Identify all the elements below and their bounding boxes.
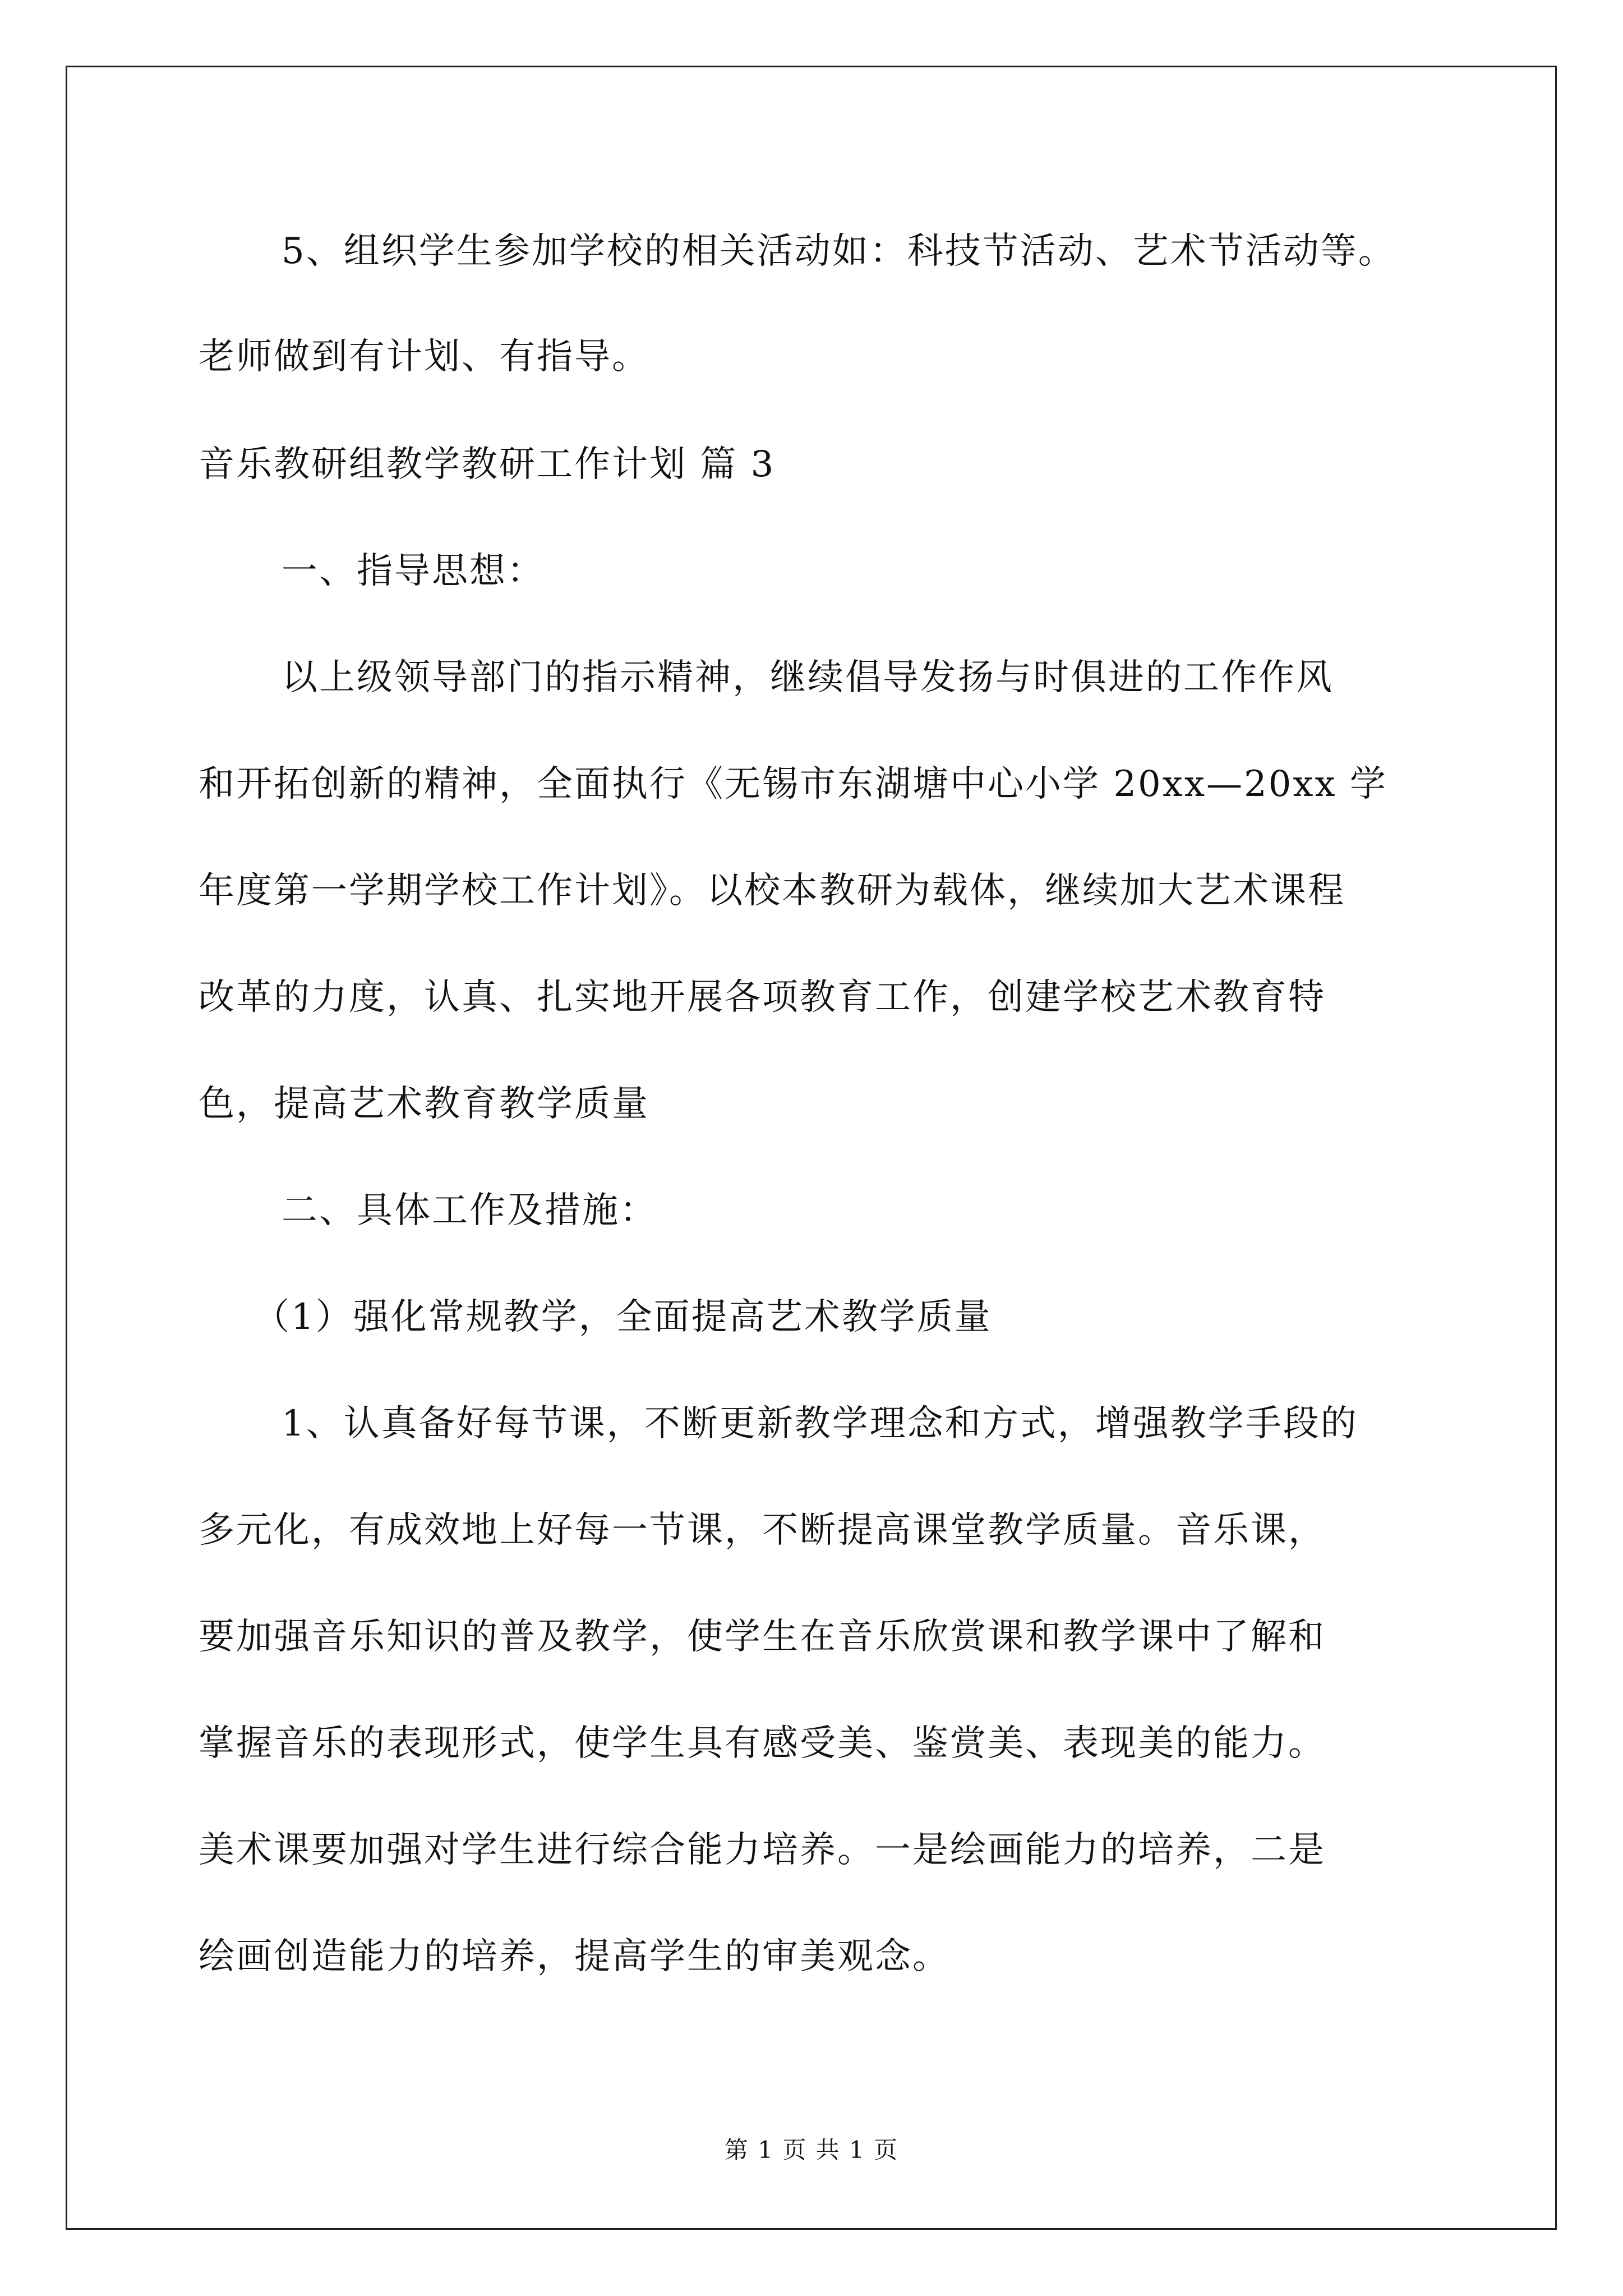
paragraph-line: 绘画创造能力的培养，提高学生的审美观念。 [199, 1936, 950, 1977]
subheading: （1）强化常规教学，全面提高艺术教学质量 [253, 1296, 992, 1338]
paragraph-line: 美术课要加强对学生进行综合能力培养。一是绘画能力的培养，二是 [199, 1829, 1326, 1871]
paragraph-line: 老师做到有计划、有指导。 [199, 336, 649, 378]
paragraph-line: 和开拓创新的精神，全面执行《无锡市东湖塘中心小学 20xx—20xx 学 [199, 763, 1387, 805]
paragraph-line: 1、认真备好每节课，不断更新教学理念和方式，增强教学手段的 [282, 1403, 1358, 1444]
paragraph-line: 要加强音乐知识的普及教学，使学生在音乐欣赏课和教学课中了解和 [199, 1616, 1326, 1658]
page-border [66, 66, 1557, 2230]
paragraph-line: 以上级领导部门的指示精神，继续倡导发扬与时俱进的工作作风 [282, 657, 1334, 698]
paragraph-line: 5、组织学生参加学校的相关活动如：科技节活动、艺术节活动等。 [282, 231, 1396, 272]
paragraph-line: 年度第一学期学校工作计划》。以校本教研为载体，继续加大艺术课程 [199, 870, 1345, 912]
paragraph-line: 掌握音乐的表现形式，使学生具有感受美、鉴赏美、表现美的能力。 [199, 1723, 1326, 1764]
page-footer: 第 1 页 共 1 页 [724, 2136, 899, 2164]
heading-guiding-thought: 一、指导思想： [282, 550, 545, 592]
paragraph-line: 色，提高艺术教育教学质量 [199, 1083, 649, 1125]
paragraph-line: 改革的力度，认真、扎实地开展各项教育工作，创建学校艺术教育特 [199, 977, 1326, 1018]
heading-measures: 二、具体工作及措施： [282, 1190, 657, 1231]
section-title: 音乐教研组教学教研工作计划 篇 3 [199, 444, 776, 485]
paragraph-line: 多元化，有成效地上好每一节课，不断提高课堂教学质量。音乐课， [199, 1510, 1326, 1551]
